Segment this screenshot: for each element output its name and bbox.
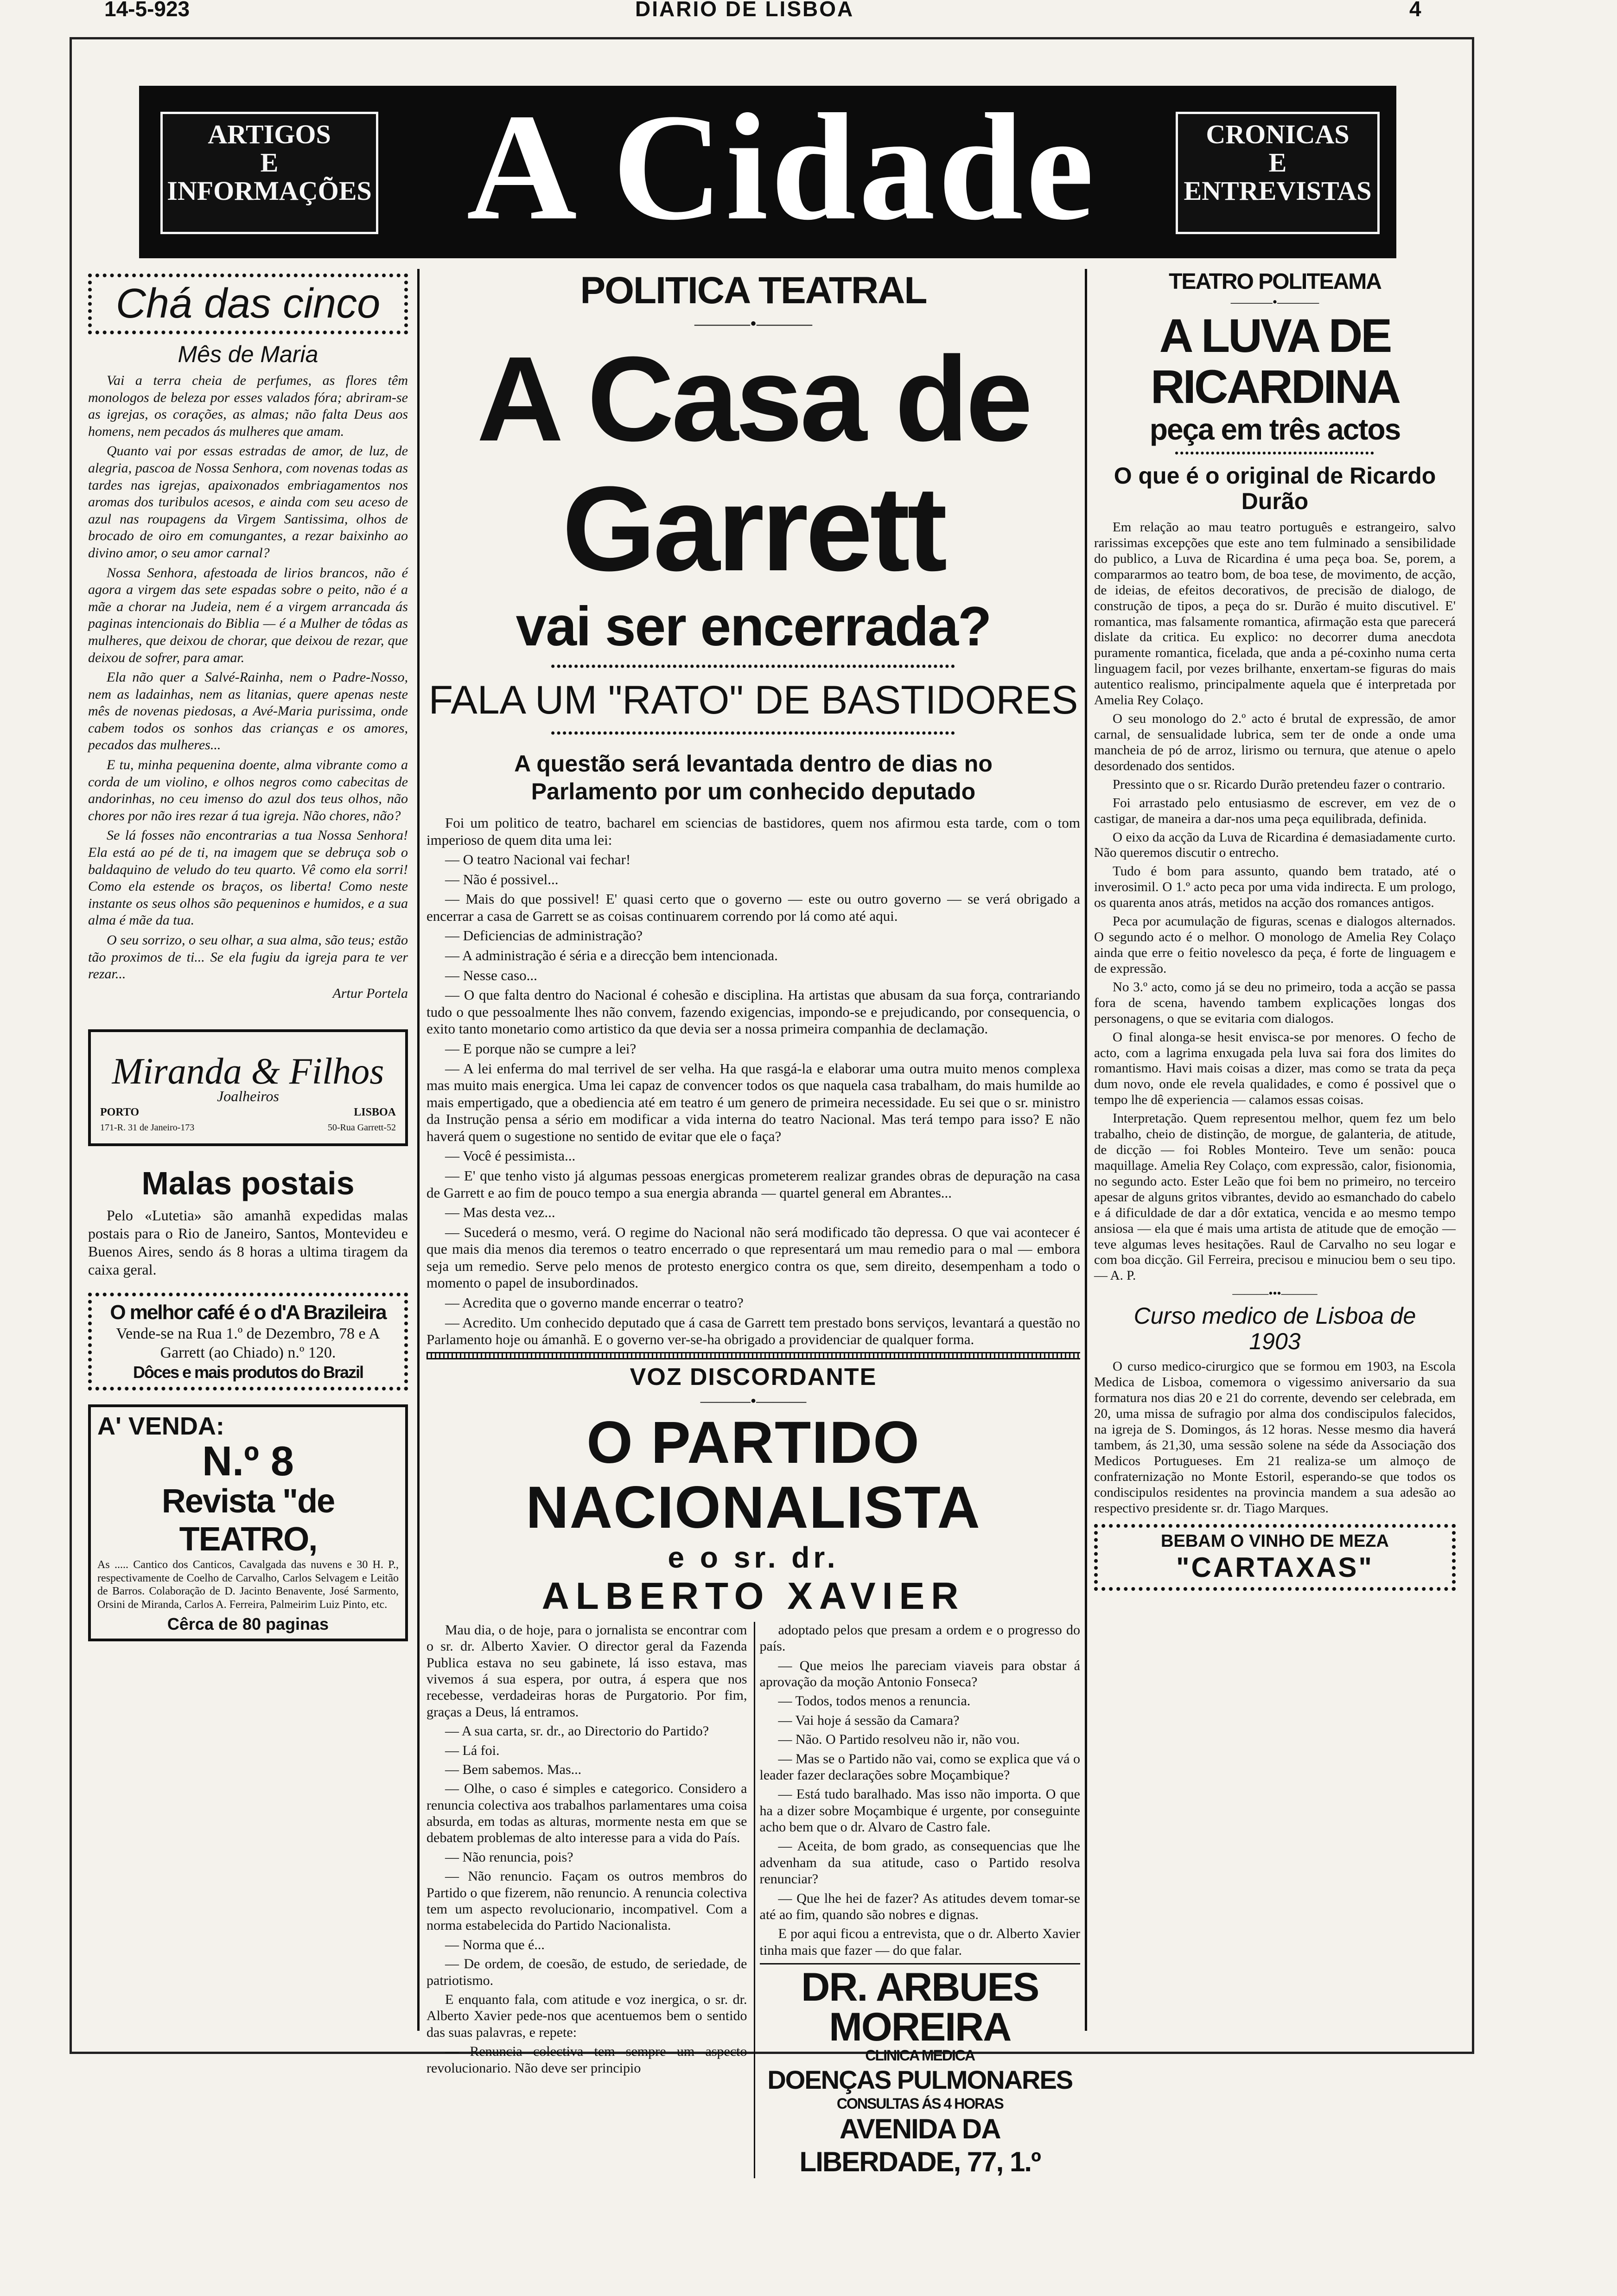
cha-title: Chá das cinco [88,274,408,334]
arbues-ad [760,1963,1081,2178]
cafe-footer: Dôces e mais produtos do Brazil [133,1362,363,1382]
miranda-addr-porto: 171-R. 31 de Janeiro-173 [100,1122,195,1133]
banner-title: A Cidade [466,83,1097,252]
venda-title: A' VENDA: [97,1412,224,1440]
partido-paragraph: adoptado pelos que presam a ordem e o progresso do país. [759,1622,1080,1654]
miranda-sub: Joalheiros [217,1087,279,1104]
partido-paragraph: — Mas se o Partido não vai, como se explica que vá o leader fazer declarações sobre Moçambique? [759,1751,1080,1783]
partido-paragraph: — Está tudo baralhado. Mas isso não importa. O que ha a dizer sobre Moçambique é urgente, por conseguinte acho bem que o dr. Alvaro de Castro fale. [759,1786,1080,1835]
dotted-divider: ••••••••••••••••••••••••••••••••••••••• [1174,446,1375,460]
cha-paragraph: E tu, minha pequenina doente, alma vibrante como a corda de um violino, e olhos negros como cabecitas de andorinhas, no ceu imenso do azul dos teus olhos, não chores por não ires rezar á tua igreja. Não chores, não? [88,757,408,823]
partido-paragraph: — Norma que é... [445,1937,545,1952]
rato-subhead: FALA UM "RATO" DE BASTIDORES [428,678,1078,722]
cafe-ad [88,1293,408,1390]
garrett-paragraph: — Mais do que possivel! E' quasi certo que o governo — este ou outro governo — se verá obrigado a encerrar a casa de Garrett se as coisas continuarem correndo por lá como até aqui. [427,891,1080,924]
cartaxas-name: "CARTAXAS" [1176,1551,1374,1583]
arbues-name: DR. ARBUES MOREIRA [801,1965,1039,2050]
garrett-paragraph: — O teatro Nacional vai fechar! [445,851,631,868]
center-column [427,269,1080,2178]
partido-paragraph: E enquanto fala, com atitude e voz inergica, o sr. dr. Alberto Xavier pede-nos que acentuemos bem o sentido das suas palavras, e repete: [427,1991,747,2040]
politica-kicker: POLITICA TEATRAL [580,269,927,312]
column-rule [417,269,420,2031]
dotted-divider: •••••••••••••••••••••••••••••••••••••••••••••••••••••••••••••••••••••• [550,726,956,741]
garrett-paragraph: — Acredito. Um conhecido deputado que á casa de Garrett tem prestado bons serviços, levantará a questão no Parlamento hoje ou ámanhã. E o governo ver-se-ha obrigado a providenciar de qualquer forma. [427,1314,1080,1348]
partido-col-2 [754,1622,1081,2179]
kicker-ornament: ———•——— [1230,294,1319,310]
left-column [88,274,408,1641]
partido-paragraph: — Não renuncia, pois? [445,1849,573,1865]
garrett-paragraph: — A lei enferma do mal terrivel de ser velha. Ha que rasgá-la e elaborar uma outra muito menos complexa mas muito mais energica. Uma lei capaz de convencer todos os que naquela casa trabalham, do mais humilde ao mais empertigado, que a obediencia até em teatro é um genero de primeira necessidade. Eu sei que o sr. ministro da Instrução pensa a sério em modificar a vida interna do teatro Nacional. Mas terá tempo para isso? E não haverá quem o sugestione no sentido de evitar que ele o faça? [427,1060,1080,1144]
partido-paragraph: — De ordem, de coesão, de estudo, de seriedade, de patriotismo. [427,1956,747,1988]
garrett-paragraph: — Você é pessimista... [445,1148,576,1164]
luva-paragraph: No 3.º acto, como já se deu no primeiro, toda a acção se passa fora de scena, havendo tambem explicações longas dos personagens, o que se evitaria com dialogos. [1094,979,1456,1026]
column-rule [1085,269,1087,2031]
arbues-consultas: CONSULTAS ÁS 4 HORAS [836,2095,1003,2112]
cha-paragraph: Ela não quer a Salvé-Rainha, nem o Padre-Nosso, nem as ladainhas, nem as litanias, quere apenas neste mês de novenas piedosas, a Avé-Maria purissima, onde cabem todos os sonhos das crianças e os amores, pecados das mulheres... [88,670,408,753]
kicker-ornament: ———•——— [694,313,812,334]
luva-paragraph: Foi arrastado pelo entusiasmo de escrever, em vez de o castigar, de maneira a dar-nos uma peça equilibrada, definida. [1094,795,1456,826]
section-divider [427,1352,1080,1359]
garrett-paragraph: — Sucederá o mesmo, verá. O regime do Nacional não será modificado tão depressa. O que vai acontecer é que mais dia menos dia teremos o teatro encerrado o que representará um mau remedio para o mal — embora seja um remedio. Serve pelo menos de protesto energico contra os que, sem direito, desempenham a todo o momento o papel de insubordinados. [427,1224,1080,1291]
miranda-logo: Miranda & Filhos [112,1051,384,1092]
partido-paragraph: — Não renuncio. Façam os outros membros do Partido o que fizerem, não renuncio. A renuncia colectiva tem um aspecto revolucionario, incompativel. Com a norma estabelecida do Partido Nacionalista. [427,1869,747,1933]
partido-paragraph: — Aceita, de bom grado, as consequencias que lhe advenham da sua atitude, caso o Partido resolva renunciar? [759,1838,1080,1887]
garrett-paragraph: — Nesse caso... [445,967,537,983]
partido-col-1 [427,1622,747,2179]
curso-title: Curso medico de Lisboa de 1903 [1133,1303,1416,1355]
banner-right-box [1176,112,1380,234]
luva-paragraph: O final alonga-se hesit envisca-se por menores. O fecho de acto, com a lagrima enxugada pela luva sai fora dos limites do romantismo. Havi mais coisas a dizer, mas como se trata da peça dum novo, onde ele revela qualidades, e como é possivel que o tempo lhe dê experiencia — calamos essas coisas. [1094,1029,1456,1108]
cha-paragraph: O seu sorrizo, o seu olhar, a sua alma, são teus; estão tão proximos de ti... Se ela fugiu da igreja para te ver rezar... [88,932,408,982]
arbues-clinica: CLINICA MEDICA [865,2047,975,2064]
partido-paragraph: — Renuncia colectiva tem sempre um aspecto revolucionario. Não deve ser principio [427,2044,747,2076]
luva-paragraph: Em relação ao mau teatro português e estrangeiro, salvo rarissimas excepções que este ano tem fulminado a sensibilidade do publico, a Luva de Ricardina é uma peça boa. Se, porem, a compararmos ao teatro bom, de boa tese, de movimento, de acção, de ideias, de efeitos decorativos, de precisão de dialogo, de construção de tipos, a peça do sr. Durão é muito discutivel. E' romantica, mas falsamente romantica, afirmação esta que parecerá dislate da critica. Eu explico: no decorrer duma anecdota puramente romantica, ficelada, que anda a pé-coxinho numa certa linguagem facil, por vezes brilhante, enxertam-se figuras do mais autentico realismo, principalmente aquela que é interpretada por Amelia Rey Colaço. [1094,520,1456,708]
page-number: 4 [1409,0,1421,21]
cha-paragraph: Quanto vai por essas estradas de amor, de luz, de alegria, pascoa de Nossa Senhora, com novenas todas as tardes nas igrejas, apaixonados embriagamentos nos aromas dos turibulos acesos, e ainda com seu aceso de azul nas roupagens da Virgem Santissima, olhos de brocado de oiro em comungantes, a rezar baixinho ao divino amor, o seu amor carnal? [88,443,408,561]
luva-paragraph: Pressinto que o sr. Ricardo Durão pretendeu fazer o contrario. [1113,777,1445,792]
curso-text: O curso medico-cirurgico que se formou em 1903, na Escola Medica de Lisboa, comemora o vigessimo aniversario da sua formatura nos dias 20 e 21 do corrente, devendo ser celebrada, em 20, uma missa de sufragio por alma dos condiscipulos falecidos, na igreja de S. Domingos, ás 12 horas. Nesse mesmo dia haverá tambem, ás 21,30, uma sessão solene na séde da Associação dos Medicos Portugueses. Em 21 realiza-se um almoço de confraternização no Monte Estoril, esperando-se que todos os condiscipulos residentes na provincia mandem a sua adesão ao respectivo presidente sr. dr. Tiago Marques. [1094,1359,1456,1516]
partido-paragraph: — Vai hoje á sessão da Camara? [778,1712,960,1728]
garrett-paragraph: — Deficiencias de administração? [445,927,643,944]
venda-number: N.º 8 [202,1438,294,1485]
banner-left-line: INFORMAÇÕES [167,175,372,206]
partido-name: ALBERTO XAVIER [541,1575,965,1617]
partido-paragraph: Mau dia, o de hoje, para o jornalista se encontrar com o sr. dr. Alberto Xavier. O director geral da Fazenda Publica estava no seu gabinete, lá isso estava, mas vivemos á sua espera, por outra, á espera que nos recebesse, verdadeiras horas de Purgatorio. Por fim, graças a Deus, lá entramos. [427,1622,747,1720]
miranda-ad [88,1029,408,1146]
garrett-headline-2: vai ser encerrada? [516,595,991,657]
luva-paragraph: O eixo da acção da Luva de Ricardina é demasiadamente curto. Não queremos discutir o entrecho. [1094,829,1456,861]
dotted-divider: •••••••••••••••••••••••••••••••••••••••••••••••••••••••••••••••••••••• [550,659,956,674]
luva-title: A LUVA DE RICARDINA [1150,309,1400,413]
banner-right-line: ENTREVISTAS [1184,175,1372,206]
banner-left-line: E [260,147,279,178]
politeama-kicker: TEATRO POLITEAMA [1169,269,1381,294]
venda-text: As ..... Cantico dos Canticos, Cavalgada das nuvens e 30 H. P., respectivamente de Coelho de Carvalho, Carlos Selvagem e Leitão de Barros. Colaboração de D. Jacinto Benavente, José Sarmento, Orsini de Miranda, Carlos A. Ferreira, Palmeirim Luiz Pinto, etc. [97,1558,399,1611]
miranda-addr-lisboa: 50-Rua Garrett-52 [327,1122,396,1133]
partido-paragraph: — Bem sabemos. Mas... [445,1761,582,1777]
malas-text: Pelo «Lutetia» são amanhã expedidas malas postais para o Rio de Janeiro, Santos, Montevideu e Buenos Aires, sendo ás 8 horas a ultima tiragem da caixa geral. [88,1206,408,1278]
miranda-porto: PORTO [100,1106,140,1118]
kicker-ornament: ———•••——— [1232,1287,1318,1301]
luva-paragraph: Peca por acumulação de figuras, scenas e dialogos alternados. O segundo acto é o melhor. O monologo de Amelia Rey Colaço ainda que erre o feitio novelesco da peça, é forte de linguagem e de expressão. [1094,914,1456,976]
voz-kicker: VOZ DISCORDANTE [630,1363,877,1390]
cha-paragraph: Vai a terra cheia de perfumes, as flores têm monologos de beleza por esses valados fóra; abriram-se as igrejas, os corações, as almas; não falta Deus aos homens, nem pecados ás mulheres que amam. [88,373,408,439]
garrett-headline: A Casa de Garrett [477,332,1030,596]
garrett-paragraph: — Mas desta vez... [445,1204,555,1221]
partido-sub: e o sr. dr. [668,1540,839,1574]
partido-paragraph: E por aqui ficou a entrevista, que o dr. Alberto Xavier tinha mais que fazer — do que falar. [759,1926,1080,1958]
banner-left-box [160,112,378,234]
venda-revista: Revista "de TEATRO, [161,1482,335,1558]
malas-title: Malas postais [141,1165,355,1201]
cha-subtitle: Mês de Maria [178,341,318,367]
venda-ad [88,1404,408,1641]
cafe-text: Vende-se na Rua 1.º de Dezembro, 78 e A Garrett (ao Chiado) n.º 120. [116,1325,380,1362]
partido-paragraph: — Que meios lhe pareciam viaveis para obstar á aprovação da moção Antonio Fonseca? [759,1658,1080,1690]
cha-paragraph: Se lá fosses não encontrarias a tua Nossa Senhora! Ela está ao pé de ti, na imagem que se debruça sob o baldaquino de veludo do teu quarto. Vê como ela sorri! Como ela estende os braços, os liberta! Como neste instante os seus olhos são pequeninos e humidos, e a sua alma é mãe da tua. [88,828,408,928]
page-header [0,0,1617,19]
right-column [1094,269,1456,1591]
partido-headline: O PARTIDO NACIONALISTA [526,1409,981,1541]
partido-paragraph: — Lá foi. [445,1742,500,1758]
newspaper-name: DIARIO DE LISBOA [635,0,854,21]
cafe-title: O melhor café é o d'A Brazileira [110,1301,386,1324]
luva-subtitle: peça em três actos [1149,413,1401,446]
garrett-paragraph: Foi um politico de teatro, bacharel em sciencias de bastidores, quem nos afirmou esta tarde, com o tom imperioso de quem dita uma lei: [427,815,1080,848]
kicker-ornament: ———•——— [700,1391,807,1410]
partido-paragraph: — Todos, todos menos a renuncia. [778,1693,971,1709]
partido-paragraph: — Não. O Partido resolveu não ir, não vou. [778,1732,1020,1748]
luva-head: O que é o original de Ricardo Durão [1114,463,1436,514]
garrett-paragraph: — O que falta dentro do Nacional é cohesão e disciplina. Ha artistas que abusam da sua força, contrariando tudo o que pessoalmente lhes não convem, fazendo exigencias, impondo-se e prejudicando, por consequencia, o exito tanto monetario como artistico da que devia ser a nossa primeira companhia de declamação. [427,987,1080,1037]
cha-author: Artur Portela [332,985,408,1001]
partido-paragraph: — A sua carta, sr. dr., ao Directorio do Partido? [445,1723,709,1739]
issue-date: 14-5-923 [104,0,190,21]
arbues-doencas: DOENÇAS PULMONARES [767,2065,1073,2094]
garrett-deck: A questão será levantada dentro de dias no Parlamento por um conhecido deputado [514,751,993,804]
garrett-paragraph: — Acredita que o governo mande encerrar o teatro? [445,1295,744,1311]
cartaxas-top: BEBAM O VINHO DE MEZA [1161,1531,1389,1551]
venda-footer: Cêrca de 80 paginas [167,1614,329,1634]
garrett-paragraph: — E' que tenho visto já algumas pessoas energicas prometerem realizar grandes obras de depuração na casa de Garrett e ao fim de pouco tempo a sua energia abranda — quartel general em Abrantes... [427,1167,1080,1201]
banner-left-line: ARTIGOS [208,119,331,149]
cha-paragraph: Nossa Senhora, afestoada de lirios brancos, não é agora a virgem das sete espadas sobre o peito, não é a mãe a chorar na Judeia, nem é a virgem arrancada ás paginas intencionais do Biblia — é a Mulher de tôdas as mulheres, que deixou de chorar, que deixou de rezar, que deixou de sofrer, para amar. [88,565,408,665]
luva-paragraph: Tudo é bom para assunto, quando bem tratado, até o inverosimil. O 1.º acto peca por uma vida indirecta. E um prologo, os quarenta anos atrás, metidos na acção dos romances antigos. [1094,864,1456,911]
arbues-address: AVENIDA DA LIBERDADE, 77, 1.º [799,2113,1040,2177]
luva-paragraph: O seu monologo do 2.º acto é brutal de expressão, de amor carnal, de sensualidade lubrica, sem ter de onde a onde uma mancheia de pó de arroz, lirismo ou ternura, que atenue o apelo desordenado dos sentidos. [1094,711,1456,773]
garrett-paragraph: — A administração é séria e a direcção bem intencionada. [445,947,778,964]
banner-right-line: CRONICAS [1206,119,1350,149]
miranda-lisboa: LISBOA [354,1106,396,1118]
section-banner [139,83,1396,258]
cartaxas-ad [1094,1524,1456,1591]
luva-paragraph: Interpretação. Quem representou melhor, quem fez um belo trabalho, cheio de distinção, de morgue, de galanteria, de atitude, de dicção — foi Robles Monteiro. Teve um senão: pouca maquillage. Amelia Rey Colaço, com expressão, calor, fisionomia, no segundo acto. Ester Leão que foi bem no primeiro, no terceiro apesar de alguns gritos vibrantes, devido ao esmanchado do cabelo e á dificuldade de dar a dôr extatica, vencida e ao mesmo tempo ansiosa — ela que é mais uma artista de atitude que de emoção — teve algumas leves hesitações. Raul de Carvalho no seu logar e com boa dicção. Gil Ferreira, precisou e minuciou bem o seu tipo. — A. P. [1094,1111,1456,1283]
garrett-paragraph: — Não é possivel... [445,871,559,887]
partido-paragraph: — Que lhe hei de fazer? As atitudes devem tomar-se até ao fim, quando são nobres e dignas. [759,1890,1080,1923]
banner-right-line: E [1268,147,1287,178]
partido-paragraph: — Olhe, o caso é simples e categorico. Considero a renuncia colectiva aos trabalhos parlamentares uma coisa absurda, em todas as alturas, mormente nesta em que se debatem problemas de alto interesse para a vida do País. [427,1781,747,1846]
garrett-paragraph: — E porque não se cumpre a lei? [445,1040,637,1057]
